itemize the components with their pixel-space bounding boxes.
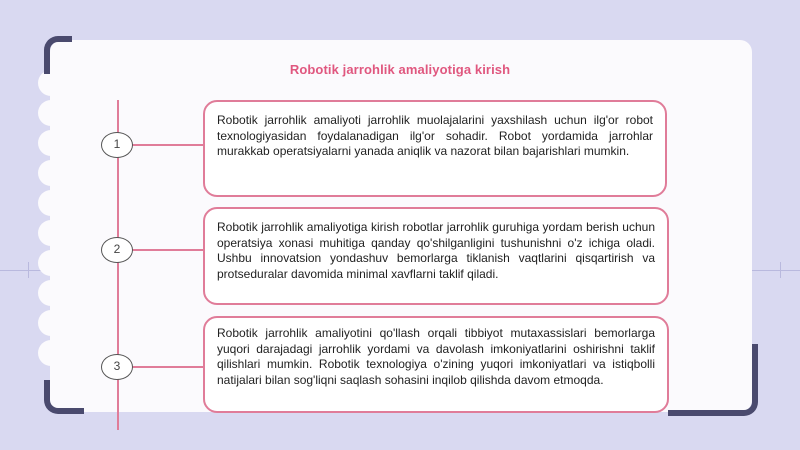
card-edge-bump bbox=[38, 310, 64, 336]
corner-bracket-bottom-right bbox=[668, 344, 758, 416]
step-number-badge: 1 bbox=[101, 132, 133, 158]
card-edge-bump bbox=[38, 340, 64, 366]
card-edge-bump bbox=[38, 160, 64, 186]
step-number-badge: 2 bbox=[101, 237, 133, 263]
card-edge-bump bbox=[38, 220, 64, 246]
step-text-box: Robotik jarrohlik amaliyotiga kirish robotlar jarrohlik guruhiga yordam berish uchun operatsiya xonasi muhitiga qanday qo'shilganligini tushunishni o'z ichiga oladi. Ushbu innovatsion yondashuv bemorlarga tiklanish vaqtlarini qisqartirish va protseduralar davomida minimal xavflarni taklif qiladi. bbox=[203, 207, 669, 305]
slide-title: Robotik jarrohlik amaliyotiga kirish bbox=[289, 62, 511, 77]
connector-line bbox=[131, 366, 203, 368]
connector-line bbox=[131, 249, 203, 251]
step-number-badge: 3 bbox=[101, 354, 133, 380]
background-tick bbox=[28, 262, 29, 278]
card-edge-bump bbox=[38, 100, 64, 126]
card-edge-bump bbox=[38, 130, 64, 156]
card-edge-bump bbox=[38, 280, 64, 306]
card-edge-bump bbox=[38, 250, 64, 276]
step-text-box: Robotik jarrohlik amaliyotini qo'llash orqali tibbiyot mutaxassislari bemorlarga yuqori darajadagi jarrohlik yordami va davolash imkoniyatlarini oshirishni taklif qilishlari mumkin. Robotik texnologiya o'zining yuqori imkoniyatlari va istiqbolli natijalari bilan sog'liqni saqlash sohasini inqilob qilishda davom etmoqda. bbox=[203, 316, 669, 413]
background-tick bbox=[780, 262, 781, 278]
connector-line bbox=[131, 144, 203, 146]
corner-bracket-bottom-left bbox=[44, 380, 84, 414]
card-edge-bump bbox=[38, 190, 64, 216]
step-text-box: Robotik jarrohlik amaliyoti jarrohlik muolajalarini yaxshilash uchun ilg'or robot texnologiyasidan foydalanadigan ilg'or sohadir. Robot yordamida jarrohlar murakkab operatsiyalarni yanada aniqlik va nazorat bilan bajarishlari mumkin. bbox=[203, 100, 667, 197]
